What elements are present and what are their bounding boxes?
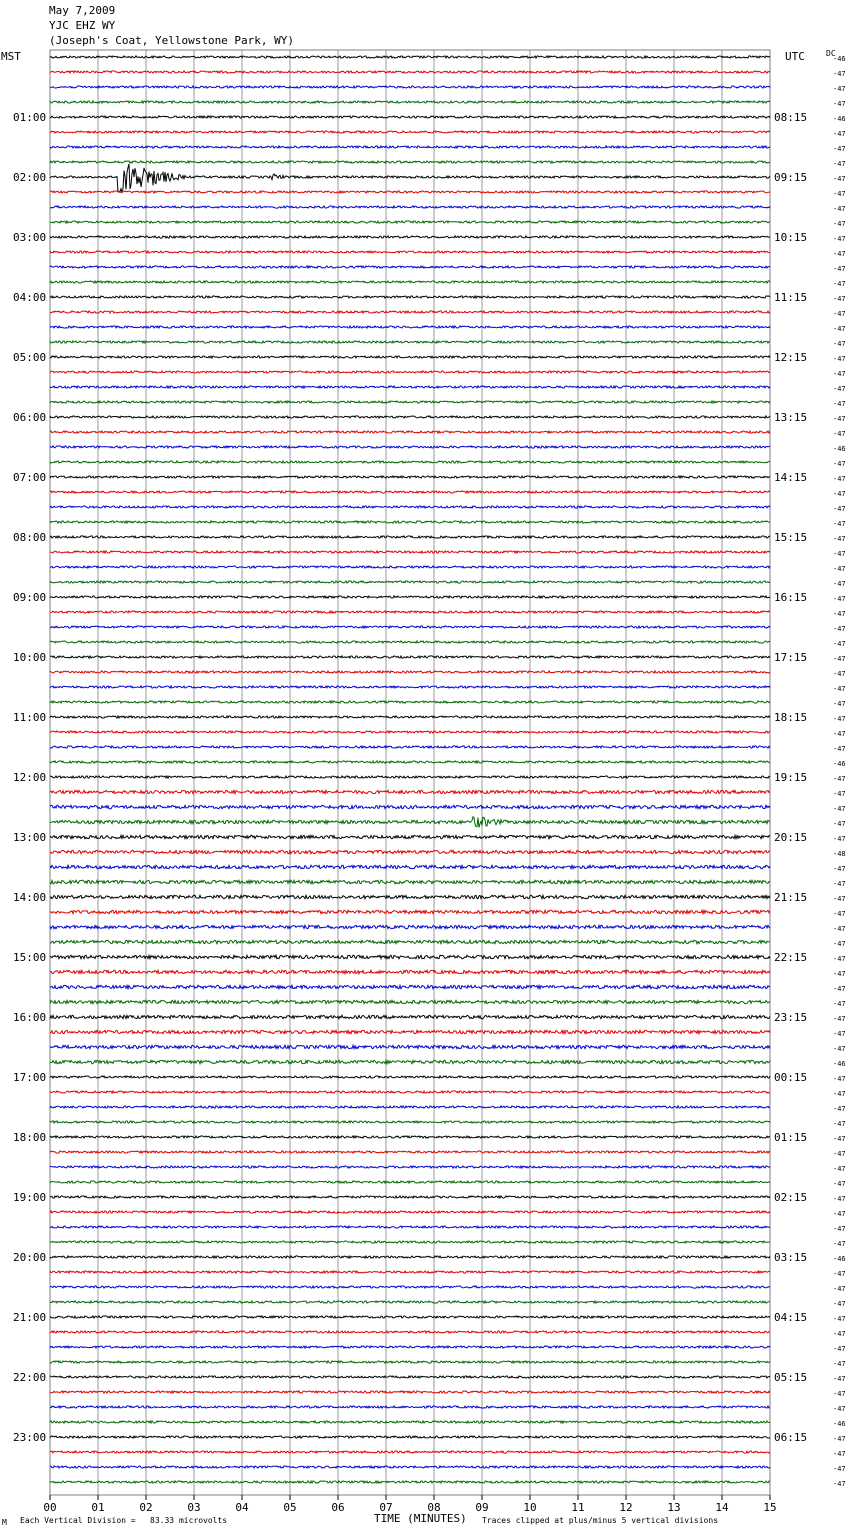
- utc-hour-label: 19:15: [774, 771, 808, 784]
- dc-offset: -47: [833, 1045, 846, 1053]
- trace-row-10: [50, 206, 770, 208]
- trace-row-64: [50, 1015, 770, 1018]
- dc-offset: -47: [833, 190, 846, 198]
- trace-row-29: [50, 491, 770, 493]
- trace-row-9: [50, 191, 770, 193]
- dc-offset: -47: [833, 880, 846, 888]
- dc-offset: -47: [833, 625, 846, 633]
- utc-hour-label: 11:15: [774, 291, 808, 304]
- dc-offset: -47: [833, 130, 846, 138]
- mst-hour-label: 22:00: [13, 1371, 47, 1384]
- trace-row-59: [50, 940, 770, 943]
- dc-offset: -47: [833, 385, 846, 393]
- mst-hour-label: 21:00: [13, 1311, 47, 1324]
- trace-row-20: [50, 356, 770, 358]
- trace-row-38: [50, 626, 770, 628]
- x-tick-label: 02: [139, 1501, 153, 1514]
- trace-row-92: [50, 1436, 770, 1438]
- utc-hour-label: 17:15: [774, 651, 808, 664]
- mst-hour-label: 19:00: [13, 1191, 47, 1204]
- dc-offset: -47: [833, 205, 846, 213]
- trace-row-93: [50, 1451, 770, 1453]
- utc-hour-label: 05:15: [774, 1371, 808, 1384]
- mst-hour-label: 02:00: [13, 171, 47, 184]
- dc-offset: -46: [833, 1060, 846, 1068]
- utc-hour-label: 15:15: [774, 531, 808, 544]
- dc-offset: -47: [833, 280, 846, 288]
- dc-offset: -47: [833, 610, 846, 618]
- trace-row-7: [50, 161, 770, 163]
- dc-offset: -47: [833, 1120, 846, 1128]
- x-tick-label: 03: [187, 1501, 201, 1514]
- dc-offset: -47: [833, 685, 846, 693]
- dc-offset: -47: [833, 295, 846, 303]
- trace-row-2: [50, 86, 770, 88]
- dc-offset: -47: [833, 1360, 846, 1368]
- left-axis-title: MST: [1, 50, 21, 63]
- mst-hour-label: 04:00: [13, 291, 47, 304]
- station-location: (Joseph's Coat, Yellowstone Park, WY): [49, 34, 295, 47]
- utc-hour-label: 22:15: [774, 951, 808, 964]
- trace-row-54: [50, 865, 770, 868]
- trace-row-91: [50, 1421, 770, 1423]
- trace-row-24: [50, 416, 770, 418]
- trace-row-34: [50, 566, 770, 568]
- trace-row-63: [50, 1000, 770, 1003]
- trace-row-3: [50, 101, 770, 103]
- trace-row-28: [50, 476, 770, 478]
- dc-offset: -47: [833, 520, 846, 528]
- utc-hour-label: 10:15: [774, 231, 808, 244]
- corner-mark: M: [2, 1518, 7, 1527]
- trace-row-14: [50, 266, 770, 268]
- clip-note: Traces clipped at plus/minus 5 vertical divisions: [482, 1516, 719, 1525]
- dc-offset: -47: [833, 805, 846, 813]
- dc-offset: -47: [833, 1390, 846, 1398]
- x-tick-label: 08: [427, 1501, 441, 1514]
- trace-row-90: [50, 1406, 770, 1408]
- x-axis-title: TIME (MINUTES): [374, 1512, 467, 1525]
- trace-row-77: [50, 1211, 770, 1213]
- utc-hour-label: 14:15: [774, 471, 808, 484]
- dc-offset: -47: [833, 1330, 846, 1338]
- trace-row-49: [50, 790, 770, 793]
- dc-offset: -47: [833, 1225, 846, 1233]
- trace-row-50: [50, 805, 770, 808]
- dc-offset: -47: [833, 1030, 846, 1038]
- dc-offset: -47: [833, 175, 846, 183]
- dc-label: DC: [826, 49, 836, 58]
- x-tick-label: 11: [571, 1501, 585, 1514]
- trace-row-62: [50, 985, 770, 988]
- dc-offset: -47: [833, 355, 846, 363]
- mst-hour-label: 01:00: [13, 111, 47, 124]
- trace-row-16: [50, 296, 770, 298]
- utc-hour-label: 03:15: [774, 1251, 808, 1264]
- trace-row-65: [50, 1030, 770, 1033]
- trace-row-88: [50, 1376, 770, 1378]
- dc-offset: -47: [833, 640, 846, 648]
- dc-offset: -47: [833, 1375, 846, 1383]
- dc-offset: -47: [833, 100, 846, 108]
- dc-offset: -47: [833, 775, 846, 783]
- utc-hour-label: 01:15: [774, 1131, 808, 1144]
- mst-hour-label: 18:00: [13, 1131, 47, 1144]
- dc-offset: -47: [833, 835, 846, 843]
- dc-offset: -47: [833, 370, 846, 378]
- trace-row-8: [50, 164, 770, 192]
- dc-offset: -47: [833, 1135, 846, 1143]
- trace-row-43: [50, 701, 770, 703]
- x-tick-label: 09: [475, 1501, 489, 1514]
- trace-row-76: [50, 1196, 770, 1198]
- dc-offset: -47: [833, 655, 846, 663]
- dc-offset: -47: [833, 580, 846, 588]
- dc-offset: -47: [833, 475, 846, 483]
- x-tick-label: 14: [715, 1501, 729, 1514]
- trace-row-58: [50, 925, 770, 928]
- mst-hour-label: 16:00: [13, 1011, 47, 1024]
- trace-row-78: [50, 1226, 770, 1228]
- dc-offset: -47: [833, 310, 846, 318]
- dc-offset: -46: [833, 760, 846, 768]
- trace-row-87: [50, 1361, 770, 1363]
- dc-offset: -47: [833, 1195, 846, 1203]
- trace-row-39: [50, 641, 770, 643]
- trace-row-94: [50, 1466, 770, 1468]
- dc-offset: -47: [833, 400, 846, 408]
- trace-row-86: [50, 1346, 770, 1348]
- plot-date: May 7,2009: [49, 4, 116, 17]
- trace-row-18: [50, 326, 770, 328]
- trace-row-79: [50, 1241, 770, 1243]
- dc-offset: -47: [833, 1315, 846, 1323]
- trace-row-32: [50, 536, 770, 538]
- trace-row-40: [50, 656, 770, 658]
- trace-row-66: [50, 1045, 770, 1048]
- right-axis-title: UTC: [785, 50, 805, 63]
- dc-offset: -47: [833, 1435, 846, 1443]
- trace-row-21: [50, 371, 770, 373]
- mst-hour-label: 15:00: [13, 951, 47, 964]
- scale-note: Each Vertical Division = 83.33 microvolts: [20, 1516, 228, 1525]
- dc-offset: -46: [833, 1255, 846, 1263]
- utc-hour-label: 23:15: [774, 1011, 808, 1024]
- trace-row-70: [50, 1106, 770, 1108]
- utc-hour-label: 13:15: [774, 411, 808, 424]
- trace-row-52: [50, 835, 770, 838]
- trace-row-48: [50, 776, 770, 778]
- utc-hour-label: 18:15: [774, 711, 808, 724]
- dc-offset: -47: [833, 1270, 846, 1278]
- trace-row-35: [50, 581, 770, 583]
- trace-row-13: [50, 251, 770, 253]
- dc-offset: -47: [833, 700, 846, 708]
- dc-offset: -47: [833, 490, 846, 498]
- dc-offset: -46: [833, 445, 846, 453]
- dc-offset: -47: [833, 550, 846, 558]
- trace-row-36: [50, 596, 770, 598]
- trace-row-74: [50, 1166, 770, 1168]
- dc-offset: -47: [833, 715, 846, 723]
- trace-row-51: [50, 817, 770, 828]
- mst-hour-label: 10:00: [13, 651, 47, 664]
- dc-offset: -47: [833, 595, 846, 603]
- axis-labels: [13, 55, 846, 1514]
- dc-offset: -47: [833, 145, 846, 153]
- mst-hour-label: 07:00: [13, 471, 47, 484]
- mst-hour-label: 20:00: [13, 1251, 47, 1264]
- mst-hour-label: 11:00: [13, 711, 47, 724]
- trace-row-15: [50, 281, 770, 283]
- trace-row-56: [50, 895, 770, 898]
- mst-hour-label: 06:00: [13, 411, 47, 424]
- trace-row-46: [50, 746, 770, 748]
- dc-offset: -47: [833, 1450, 846, 1458]
- utc-hour-label: 06:15: [774, 1431, 808, 1444]
- dc-offset: -47: [833, 985, 846, 993]
- trace-row-53: [50, 850, 770, 853]
- trace-row-19: [50, 341, 770, 343]
- dc-offset: -47: [833, 505, 846, 513]
- trace-row-55: [50, 880, 770, 883]
- trace-row-82: [50, 1286, 770, 1288]
- trace-row-41: [50, 671, 770, 673]
- dc-offset: -47: [833, 1090, 846, 1098]
- mst-hour-label: 09:00: [13, 591, 47, 604]
- dc-offset: -47: [833, 1180, 846, 1188]
- trace-row-30: [50, 506, 770, 508]
- dc-offset: -47: [833, 1075, 846, 1083]
- mst-hour-label: 05:00: [13, 351, 47, 364]
- utc-hour-label: 04:15: [774, 1311, 808, 1324]
- trace-row-23: [50, 401, 770, 403]
- dc-offset: -47: [833, 970, 846, 978]
- mst-hour-label: 08:00: [13, 531, 47, 544]
- trace-row-89: [50, 1391, 770, 1393]
- dc-offset: -47: [833, 70, 846, 78]
- utc-hour-label: 20:15: [774, 831, 808, 844]
- utc-hour-label: 00:15: [774, 1071, 808, 1084]
- trace-row-60: [50, 955, 770, 958]
- dc-offset: -47: [833, 325, 846, 333]
- dc-offset: -47: [833, 895, 846, 903]
- utc-hour-label: 16:15: [774, 591, 808, 604]
- trace-row-25: [50, 431, 770, 433]
- dc-offset: -47: [833, 940, 846, 948]
- trace-row-27: [50, 461, 770, 463]
- trace-row-47: [50, 761, 770, 763]
- trace-row-81: [50, 1271, 770, 1273]
- dc-offset: -47: [833, 790, 846, 798]
- dc-offset: -46: [833, 1420, 846, 1428]
- trace-row-4: [50, 116, 770, 118]
- x-tick-label: 10: [523, 1501, 537, 1514]
- x-tick-label: 00: [43, 1501, 57, 1514]
- dc-offset: -46: [833, 115, 846, 123]
- dc-offset: -47: [833, 1345, 846, 1353]
- mst-hour-label: 13:00: [13, 831, 47, 844]
- x-tick-label: 01: [91, 1501, 105, 1514]
- dc-offset: -47: [833, 910, 846, 918]
- trace-row-67: [50, 1060, 770, 1063]
- trace-row-42: [50, 686, 770, 688]
- dc-offset: -47: [833, 1405, 846, 1413]
- trace-row-26: [50, 446, 770, 448]
- dc-offset: -47: [833, 235, 846, 243]
- dc-offset: -47: [833, 535, 846, 543]
- trace-row-33: [50, 551, 770, 553]
- dc-offset: -47: [833, 565, 846, 573]
- trace-row-69: [50, 1091, 770, 1093]
- trace-row-6: [50, 146, 770, 148]
- dc-offset: -47: [833, 1285, 846, 1293]
- x-tick-label: 12: [619, 1501, 633, 1514]
- trace-row-5: [50, 131, 770, 133]
- trace-row-85: [50, 1331, 770, 1333]
- mst-hour-label: 03:00: [13, 231, 47, 244]
- dc-offset: -47: [833, 730, 846, 738]
- trace-row-73: [50, 1151, 770, 1153]
- dc-offset: -47: [833, 1240, 846, 1248]
- mst-hour-label: 12:00: [13, 771, 47, 784]
- trace-row-11: [50, 221, 770, 223]
- dc-offset: -47: [833, 250, 846, 258]
- trace-row-72: [50, 1136, 770, 1138]
- dc-offset: -47: [833, 1300, 846, 1308]
- dc-offset: -47: [833, 1465, 846, 1473]
- trace-row-1: [50, 71, 770, 73]
- trace-row-45: [50, 731, 770, 733]
- dc-offset: -47: [833, 1165, 846, 1173]
- dc-offset: -47: [833, 745, 846, 753]
- x-tick-label: 04: [235, 1501, 249, 1514]
- trace-row-61: [50, 970, 770, 973]
- trace-row-44: [50, 716, 770, 718]
- mst-hour-label: 23:00: [13, 1431, 47, 1444]
- x-tick-label: 05: [283, 1501, 297, 1514]
- utc-hour-label: 08:15: [774, 111, 808, 124]
- dc-offset: -47: [833, 820, 846, 828]
- dc-offset: -47: [833, 415, 846, 423]
- trace-row-75: [50, 1181, 770, 1183]
- dc-offset: -47: [833, 865, 846, 873]
- trace-row-71: [50, 1121, 770, 1123]
- utc-hour-label: 09:15: [774, 171, 808, 184]
- trace-row-84: [50, 1316, 770, 1318]
- seismogram-traces: [50, 56, 770, 1483]
- dc-offset: -47: [833, 670, 846, 678]
- dc-offset: -47: [833, 1150, 846, 1158]
- utc-hour-label: 02:15: [774, 1191, 808, 1204]
- trace-row-31: [50, 521, 770, 523]
- trace-row-68: [50, 1076, 770, 1078]
- dc-offset: -47: [833, 955, 846, 963]
- x-tick-label: 07: [379, 1501, 393, 1514]
- station-code: YJC EHZ WY: [49, 19, 116, 32]
- trace-row-12: [50, 236, 770, 238]
- dc-offset: -47: [833, 1480, 846, 1488]
- x-tick-label: 13: [667, 1501, 681, 1514]
- trace-row-22: [50, 386, 770, 388]
- trace-row-17: [50, 311, 770, 313]
- dc-offset: -47: [833, 430, 846, 438]
- trace-row-0: [50, 56, 770, 58]
- dc-offset: -47: [833, 340, 846, 348]
- dc-offset: -47: [833, 1105, 846, 1113]
- utc-hour-label: 21:15: [774, 891, 808, 904]
- dc-offset: -47: [833, 1000, 846, 1008]
- trace-row-83: [50, 1301, 770, 1303]
- trace-row-80: [50, 1256, 770, 1258]
- dc-offset: -47: [833, 925, 846, 933]
- dc-offset: -47: [833, 265, 846, 273]
- trace-row-95: [50, 1481, 770, 1483]
- dc-offset: -47: [833, 1210, 846, 1218]
- trace-row-57: [50, 910, 770, 913]
- utc-hour-label: 12:15: [774, 351, 808, 364]
- dc-offset: -46: [833, 55, 846, 63]
- dc-offset: -47: [833, 220, 846, 228]
- mst-hour-label: 14:00: [13, 891, 47, 904]
- dc-offset: -47: [833, 160, 846, 168]
- dc-offset: -47: [833, 85, 846, 93]
- dc-offset: -47: [833, 460, 846, 468]
- x-tick-label: 06: [331, 1501, 345, 1514]
- dc-offset: -48: [833, 850, 846, 858]
- mst-hour-label: 17:00: [13, 1071, 47, 1084]
- trace-row-37: [50, 611, 770, 613]
- dc-offset: -47: [833, 1015, 846, 1023]
- x-tick-label: 15: [763, 1501, 777, 1514]
